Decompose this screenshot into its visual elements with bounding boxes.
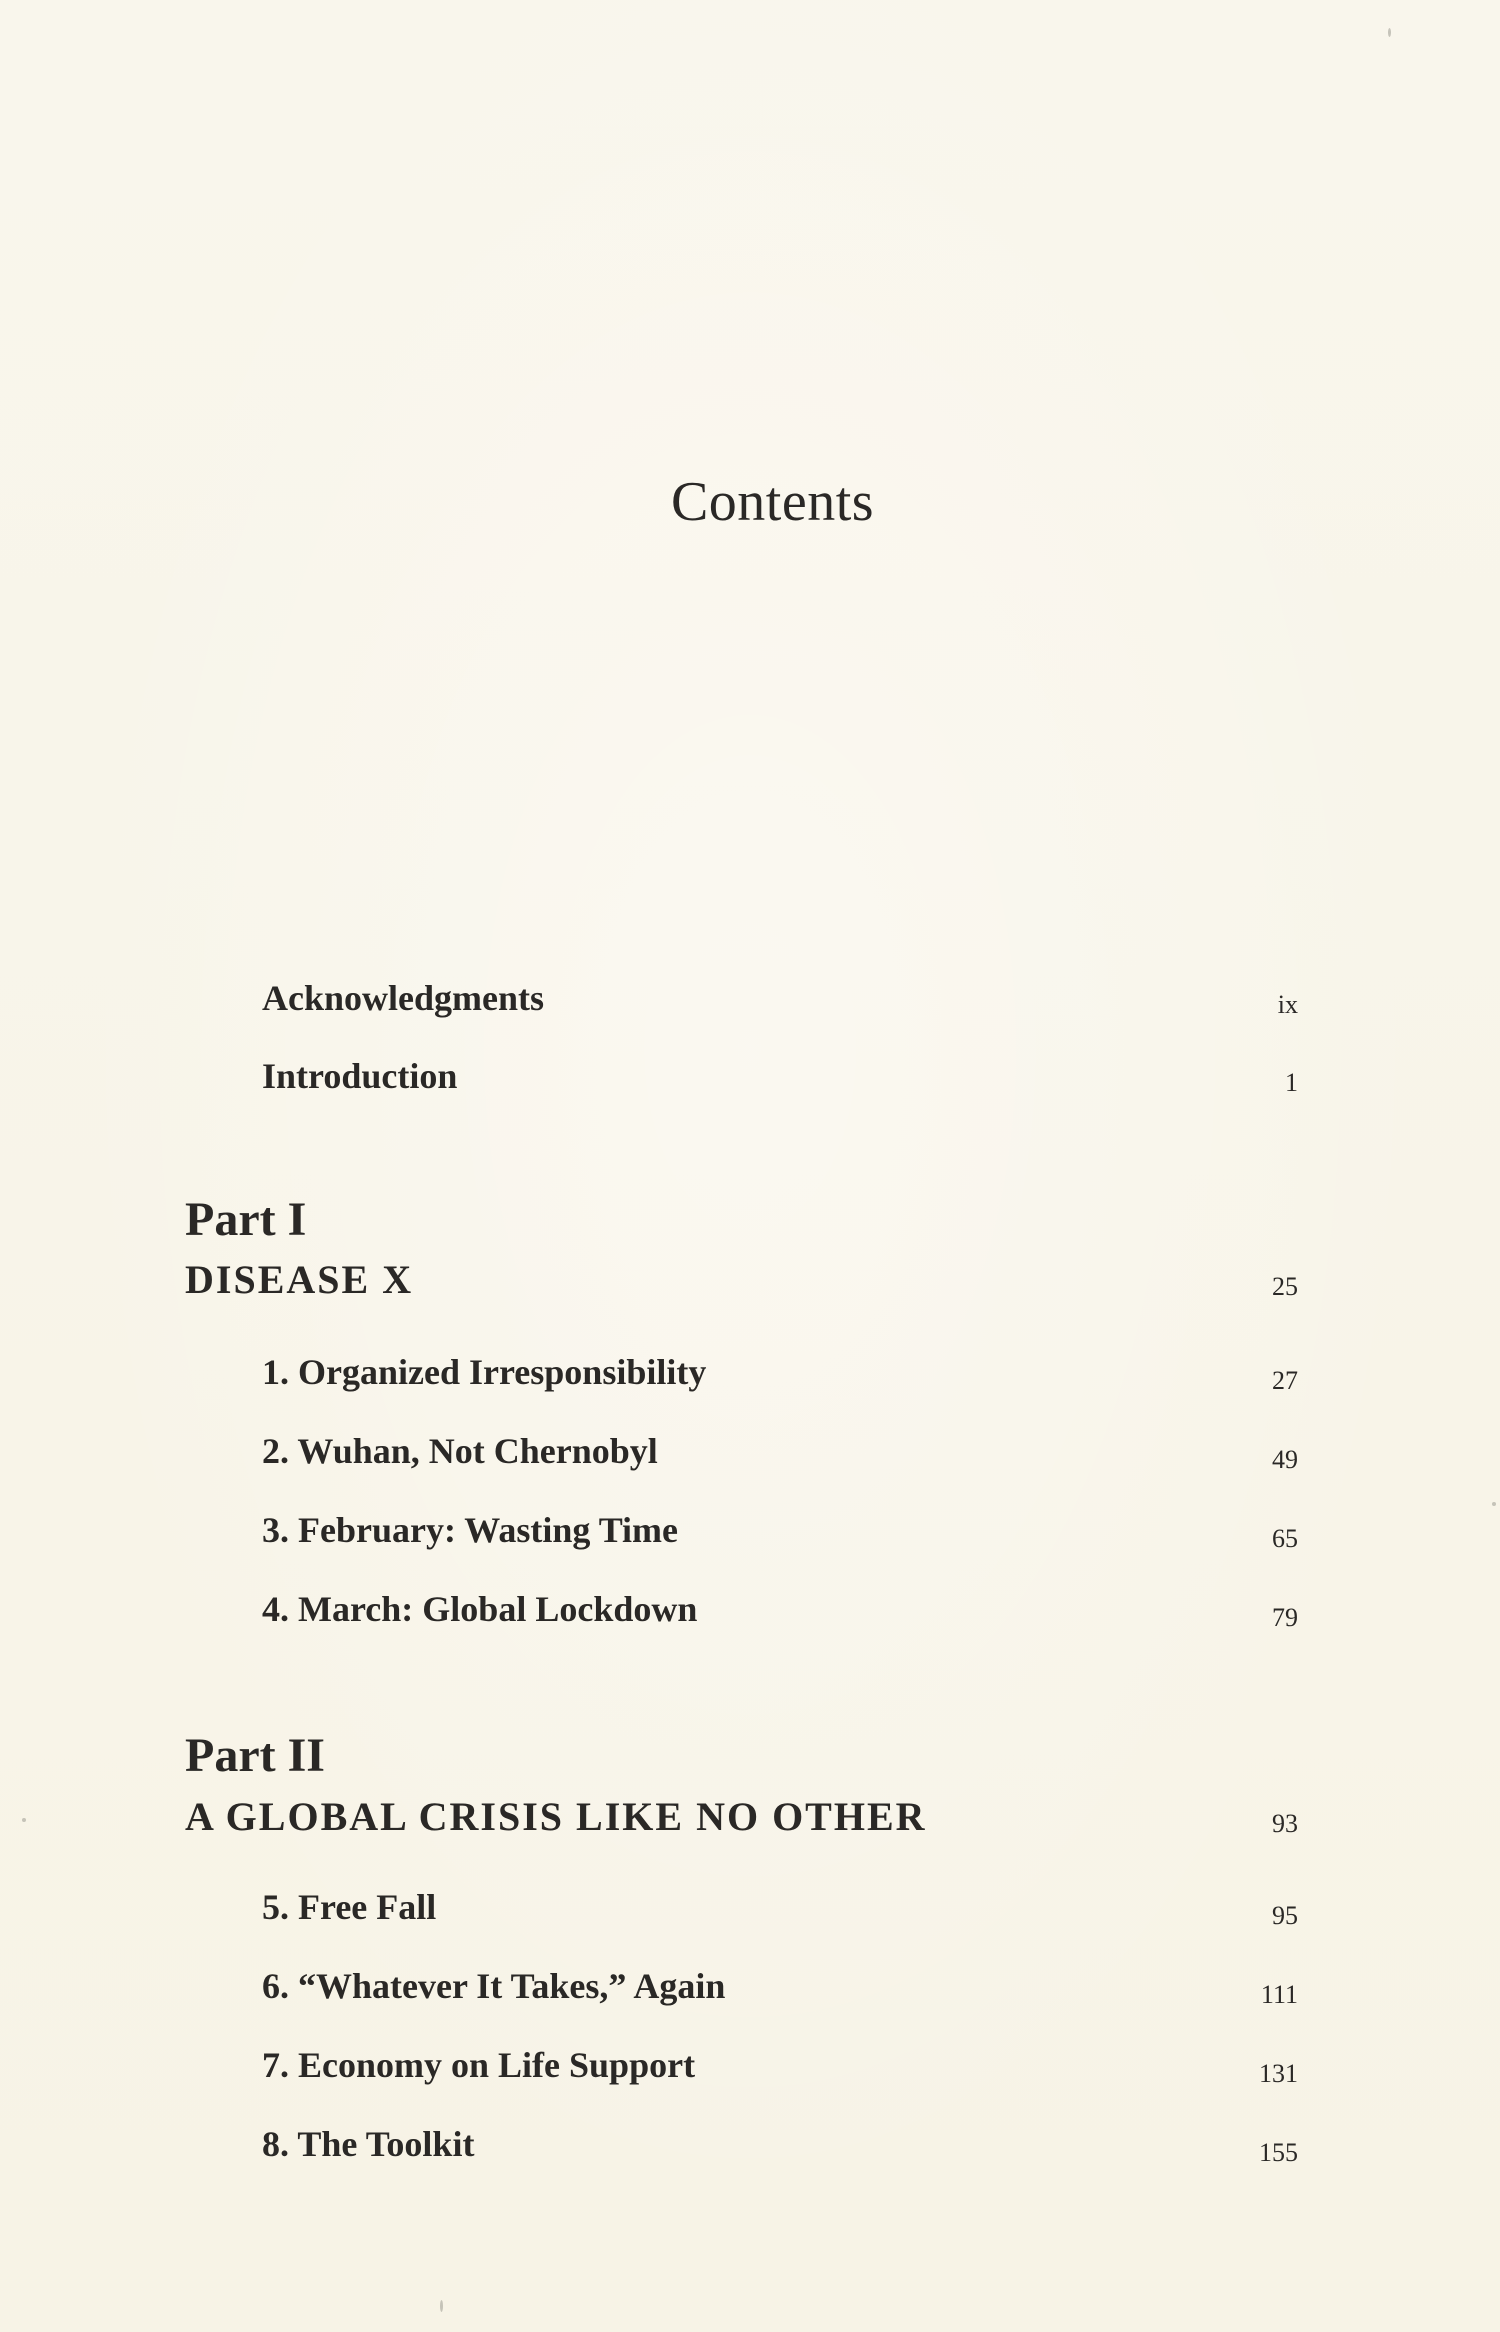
chapter-page: 111 [1260, 1980, 1298, 2009]
paper-speck [22, 1818, 26, 1822]
paper-speck [440, 2300, 443, 2312]
paper-speck [1388, 28, 1391, 37]
chapter-title: 3. February: Wasting Time [262, 1510, 679, 1550]
part-page: 93 [1272, 1809, 1298, 1838]
part-title: DISEASE X [185, 1257, 414, 1302]
toc-chapter-entry [262, 1433, 1298, 1483]
part-page: 25 [1272, 1272, 1298, 1301]
chapter-title: 6. “Whatever It Takes,” Again [262, 1966, 726, 2006]
toc-chapter-entry [262, 1354, 1298, 1404]
chapter-page: 79 [1272, 1603, 1298, 1632]
chapter-page: 155 [1259, 2138, 1298, 2167]
toc-entry-label: Acknowledgments [262, 978, 545, 1018]
toc-entry-introduction [262, 1058, 1298, 1108]
toc-entry-acknowledgments [262, 980, 1298, 1030]
chapter-title: 5. Free Fall [262, 1887, 437, 1927]
page-title: Contents [670, 471, 875, 533]
toc-chapter-entry [262, 1889, 1298, 1939]
part-title-entry [185, 1794, 1298, 1847]
toc-entry-page: 1 [1285, 1068, 1298, 1097]
chapter-page: 27 [1272, 1366, 1298, 1395]
part-title-entry [185, 1257, 1298, 1310]
chapter-page: 49 [1272, 1445, 1298, 1474]
chapter-title: 8. The Toolkit [262, 2124, 475, 2164]
chapter-title: 1. Organized Irresponsibility [262, 1352, 707, 1392]
toc-chapter-entry [262, 1512, 1298, 1562]
toc-entry-label: Introduction [262, 1056, 458, 1096]
paper-speck [1492, 1502, 1496, 1506]
toc-chapter-entry [262, 1591, 1298, 1641]
toc-entry-page: ix [1277, 990, 1298, 1019]
part-label: Part I [185, 1193, 307, 1246]
chapter-title: 4. March: Global Lockdown [262, 1589, 698, 1629]
toc-chapter-entry [262, 1968, 1298, 2018]
chapter-page: 95 [1272, 1901, 1298, 1930]
chapter-title: 2. Wuhan, Not Chernobyl [262, 1431, 658, 1471]
chapter-page: 131 [1259, 2059, 1298, 2088]
part-title: A GLOBAL CRISIS LIKE NO OTHER [185, 1794, 927, 1839]
toc-chapter-entry [262, 2126, 1298, 2176]
chapter-title: 7. Economy on Life Support [262, 2045, 696, 2085]
chapter-page: 65 [1272, 1524, 1298, 1553]
toc-chapter-entry [262, 2047, 1298, 2097]
part-label: Part II [185, 1729, 325, 1782]
